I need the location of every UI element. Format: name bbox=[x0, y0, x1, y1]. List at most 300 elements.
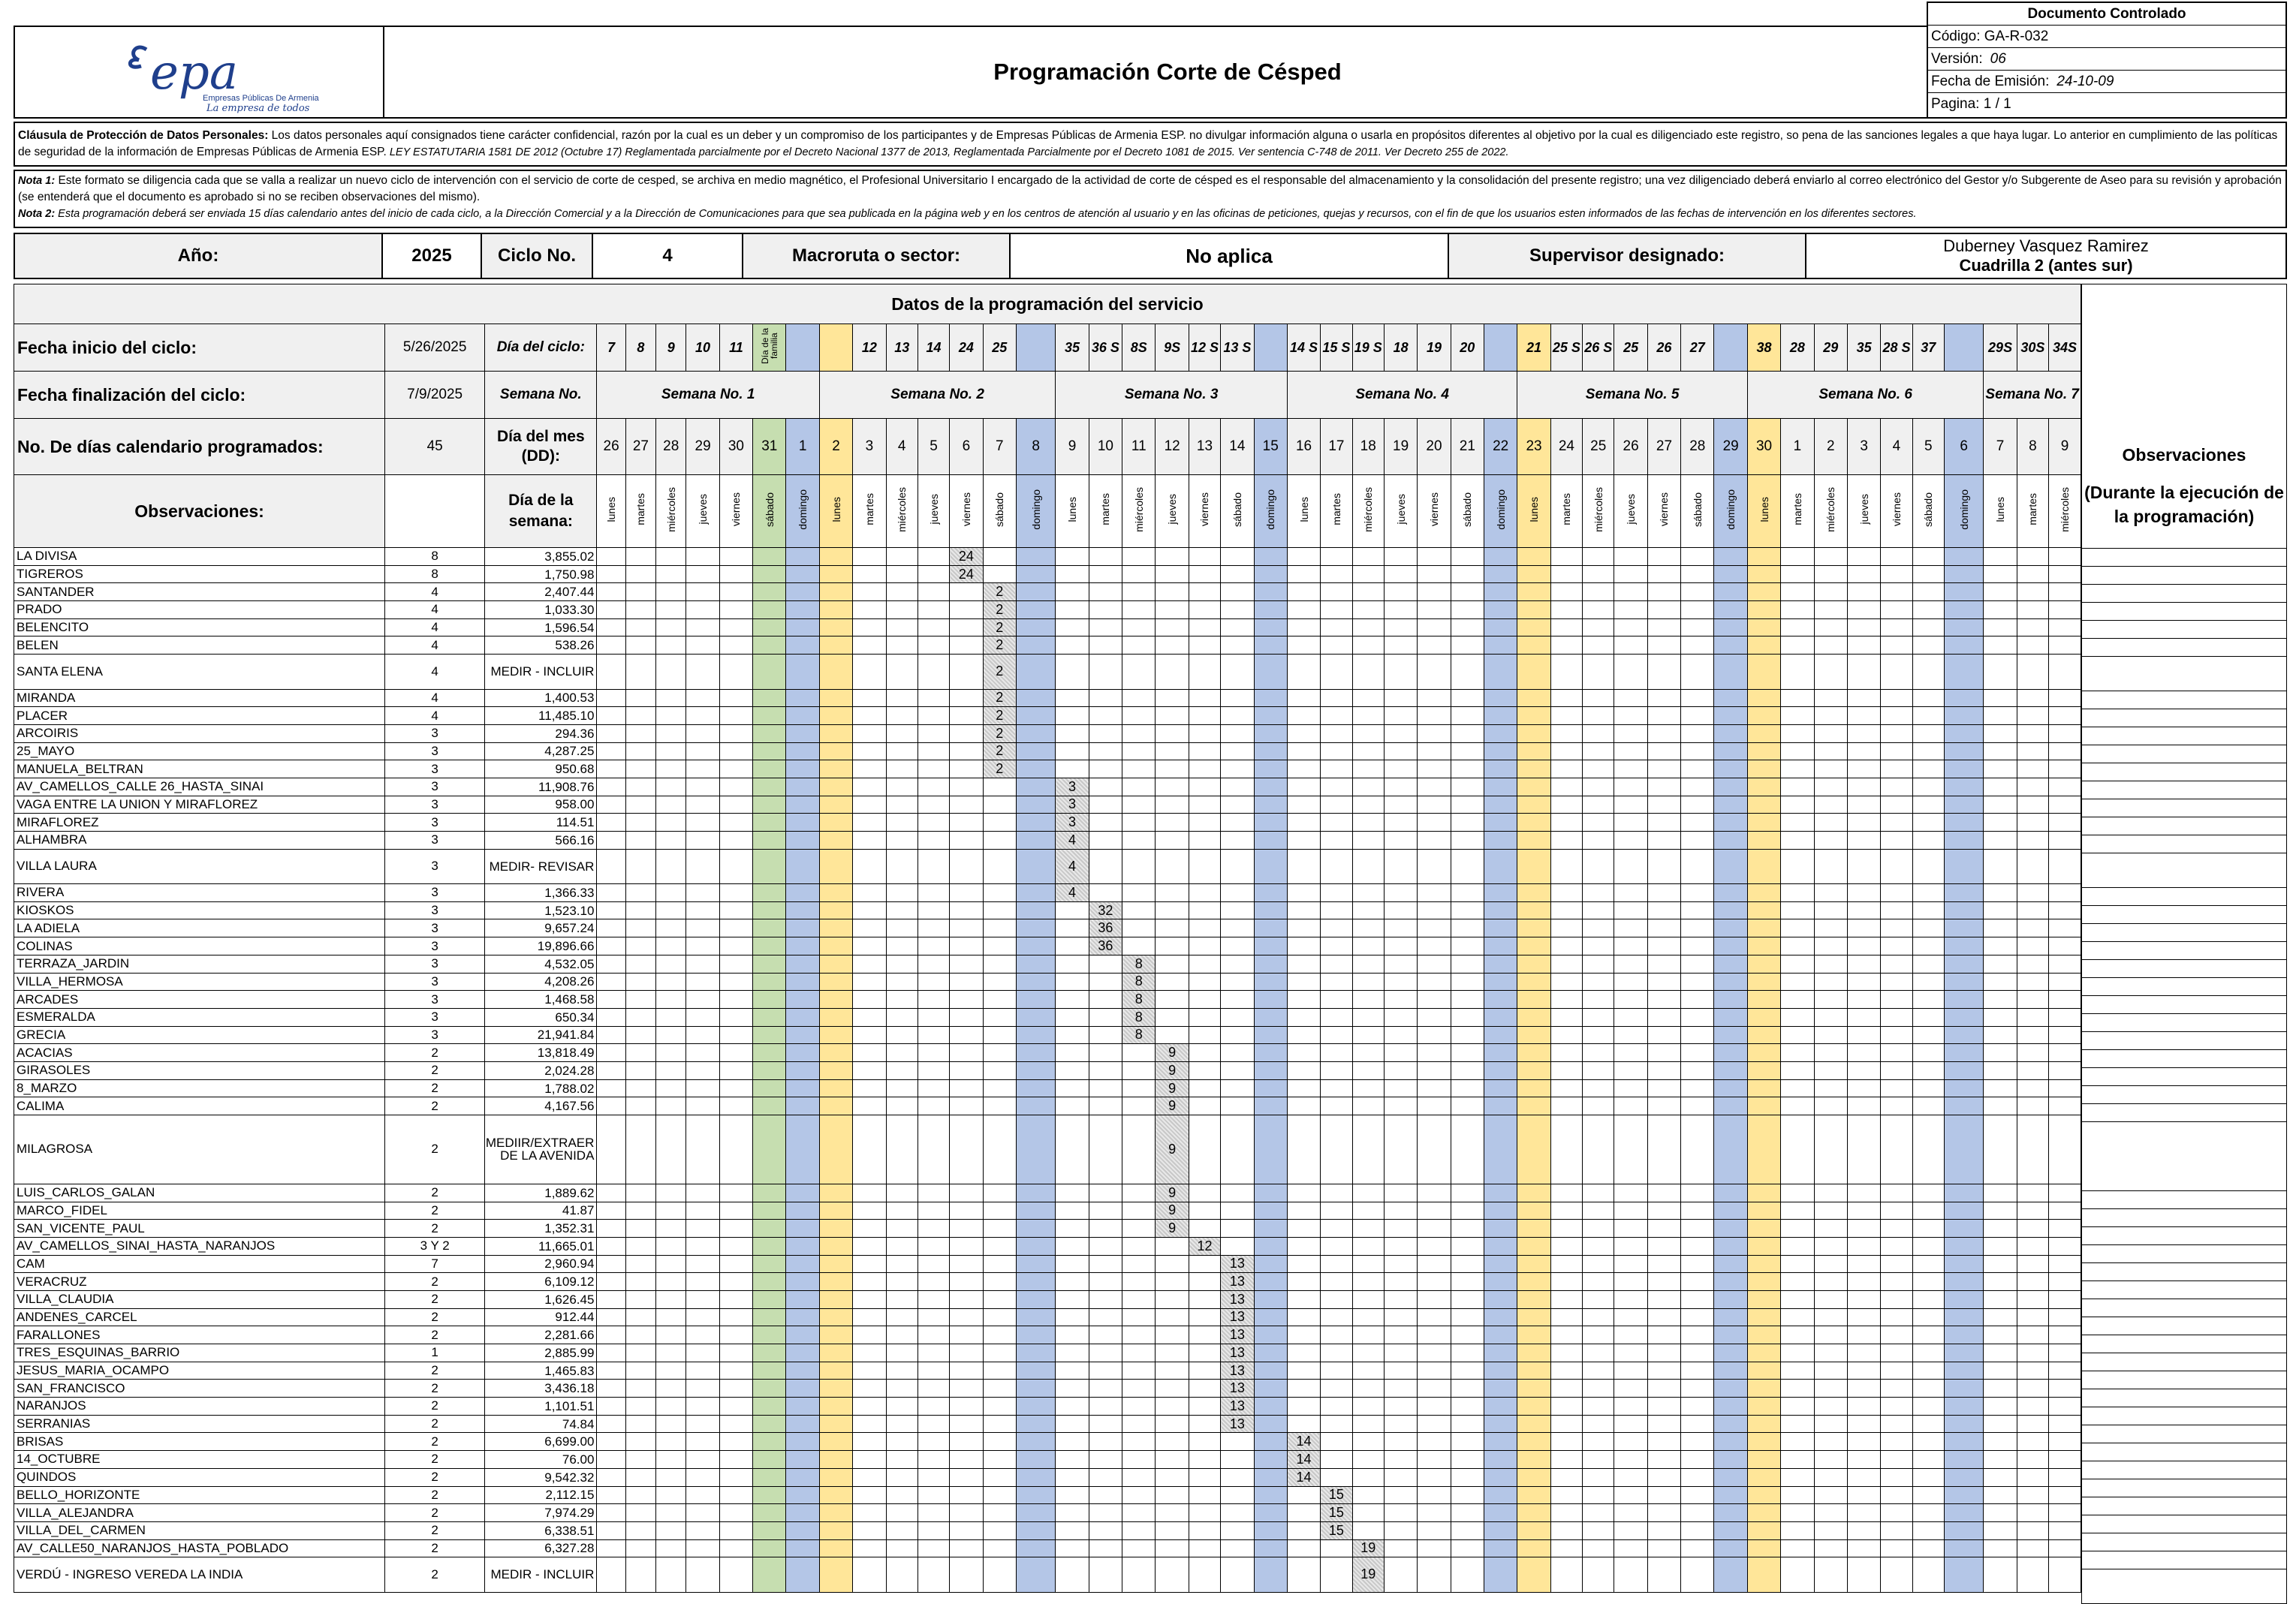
day-cell[interactable] bbox=[625, 1061, 655, 1079]
day-cell[interactable] bbox=[1451, 1061, 1484, 1079]
day-cell[interactable] bbox=[917, 814, 949, 832]
day-cell[interactable] bbox=[656, 1061, 686, 1079]
day-cell[interactable] bbox=[597, 1504, 625, 1522]
day-cell[interactable] bbox=[656, 1026, 686, 1044]
day-cell[interactable] bbox=[1089, 707, 1122, 725]
day-cell[interactable] bbox=[1056, 601, 1089, 619]
day-cell[interactable] bbox=[1451, 724, 1484, 742]
day-cell[interactable] bbox=[1847, 1380, 1880, 1398]
day-cell[interactable] bbox=[1517, 1026, 1550, 1044]
day-cell[interactable] bbox=[853, 636, 886, 655]
day-cell[interactable] bbox=[1484, 1290, 1517, 1308]
day-cell[interactable] bbox=[1714, 884, 1747, 902]
day-cell[interactable] bbox=[1122, 583, 1156, 601]
day-cell[interactable] bbox=[1647, 565, 1680, 583]
day-cell[interactable] bbox=[1287, 1326, 1320, 1344]
day-cell[interactable] bbox=[819, 707, 852, 725]
day-cell[interactable] bbox=[1089, 832, 1122, 850]
day-cell[interactable] bbox=[1550, 1026, 1582, 1044]
day-cell[interactable] bbox=[1647, 724, 1680, 742]
day-cell[interactable] bbox=[2049, 601, 2081, 619]
day-cell[interactable] bbox=[625, 884, 655, 902]
day-cell[interactable] bbox=[1384, 1061, 1417, 1079]
day-cell[interactable] bbox=[853, 1202, 886, 1220]
day-cell[interactable] bbox=[1156, 1504, 1189, 1522]
day-cell[interactable] bbox=[786, 655, 819, 689]
day-cell[interactable] bbox=[1418, 1237, 1451, 1255]
day-cell[interactable] bbox=[786, 1290, 819, 1308]
day-cell[interactable] bbox=[597, 1184, 625, 1202]
day-cell[interactable] bbox=[625, 901, 655, 919]
day-cell[interactable] bbox=[1781, 583, 1814, 601]
day-cell[interactable] bbox=[2017, 991, 2048, 1009]
day-cell[interactable] bbox=[1321, 742, 1352, 760]
day-cell[interactable] bbox=[1156, 724, 1189, 742]
day-cell[interactable] bbox=[2049, 919, 2081, 937]
day-cell[interactable] bbox=[1984, 849, 2017, 883]
day-cell[interactable] bbox=[1122, 707, 1156, 725]
day-cell[interactable] bbox=[1681, 919, 1714, 937]
day-cell[interactable] bbox=[1781, 1486, 1814, 1504]
day-cell[interactable] bbox=[686, 601, 719, 619]
day-cell[interactable] bbox=[1614, 991, 1647, 1009]
day-cell[interactable] bbox=[2049, 1326, 2081, 1344]
day-cell[interactable] bbox=[1517, 618, 1550, 636]
day-cell[interactable] bbox=[1847, 1290, 1880, 1308]
day-cell[interactable] bbox=[1484, 760, 1517, 778]
day-cell[interactable] bbox=[1517, 1237, 1550, 1255]
day-cell[interactable] bbox=[917, 1344, 949, 1362]
day-cell[interactable] bbox=[950, 849, 983, 883]
day-cell[interactable] bbox=[1714, 1255, 1747, 1273]
day-cell[interactable] bbox=[1912, 1539, 1944, 1557]
day-cell[interactable] bbox=[1122, 1557, 1156, 1592]
day-cell[interactable] bbox=[1189, 991, 1220, 1009]
day-cell[interactable] bbox=[656, 832, 686, 850]
day-cell[interactable] bbox=[1189, 1521, 1220, 1539]
day-cell[interactable] bbox=[1254, 1557, 1287, 1592]
day-cell[interactable] bbox=[1189, 1557, 1220, 1592]
day-cell[interactable] bbox=[1984, 707, 2017, 725]
day-cell[interactable] bbox=[1747, 1539, 1780, 1557]
day-cell[interactable] bbox=[1681, 1044, 1714, 1062]
day-cell[interactable] bbox=[1221, 742, 1254, 760]
day-cell[interactable] bbox=[786, 1415, 819, 1433]
day-cell[interactable] bbox=[1451, 742, 1484, 760]
day-cell[interactable] bbox=[1944, 1290, 1983, 1308]
day-cell[interactable] bbox=[917, 1115, 949, 1184]
day-cell[interactable] bbox=[1484, 583, 1517, 601]
day-cell[interactable] bbox=[2049, 1380, 2081, 1398]
day-cell[interactable] bbox=[1484, 1220, 1517, 1238]
day-cell[interactable] bbox=[1781, 1415, 1814, 1433]
day-cell[interactable] bbox=[1984, 636, 2017, 655]
day-cell[interactable] bbox=[1912, 724, 1944, 742]
day-cell[interactable] bbox=[1321, 814, 1352, 832]
day-cell[interactable] bbox=[1484, 1202, 1517, 1220]
day-cell[interactable] bbox=[1221, 778, 1254, 796]
day-cell[interactable] bbox=[1156, 1308, 1189, 1326]
day-cell[interactable] bbox=[1089, 1290, 1122, 1308]
day-cell[interactable] bbox=[786, 707, 819, 725]
day-cell[interactable] bbox=[1781, 796, 1814, 814]
day-cell[interactable] bbox=[1714, 655, 1747, 689]
day-cell[interactable] bbox=[1550, 1273, 1582, 1291]
day-cell[interactable] bbox=[1418, 1255, 1451, 1273]
scheduled-cell[interactable]: 8 bbox=[1122, 1008, 1156, 1026]
day-cell[interactable] bbox=[1781, 973, 1814, 991]
day-cell[interactable] bbox=[1016, 1344, 1055, 1362]
day-cell[interactable] bbox=[1384, 1486, 1417, 1504]
scheduled-cell[interactable]: 13 bbox=[1221, 1326, 1254, 1344]
day-cell[interactable] bbox=[1384, 937, 1417, 955]
day-cell[interactable] bbox=[1583, 1433, 1614, 1451]
day-cell[interactable] bbox=[1847, 1115, 1880, 1184]
day-cell[interactable] bbox=[1747, 1044, 1780, 1062]
day-cell[interactable] bbox=[853, 548, 886, 566]
day-cell[interactable] bbox=[2049, 1398, 2081, 1416]
day-cell[interactable] bbox=[1781, 1273, 1814, 1291]
day-cell[interactable] bbox=[1681, 955, 1714, 973]
observation-cell[interactable] bbox=[2082, 1103, 2286, 1121]
day-cell[interactable] bbox=[1287, 1026, 1320, 1044]
day-cell[interactable] bbox=[1517, 601, 1550, 619]
day-cell[interactable] bbox=[1614, 760, 1647, 778]
day-cell[interactable] bbox=[1156, 636, 1189, 655]
day-cell[interactable] bbox=[1781, 955, 1814, 973]
observation-cell[interactable] bbox=[2082, 584, 2286, 602]
day-cell[interactable] bbox=[950, 973, 983, 991]
day-cell[interactable] bbox=[1681, 689, 1714, 707]
day-cell[interactable] bbox=[1352, 636, 1384, 655]
day-cell[interactable] bbox=[686, 901, 719, 919]
day-cell[interactable] bbox=[983, 1202, 1016, 1220]
day-cell[interactable] bbox=[1016, 601, 1055, 619]
day-cell[interactable] bbox=[819, 689, 852, 707]
day-cell[interactable] bbox=[1714, 618, 1747, 636]
day-cell[interactable] bbox=[1912, 548, 1944, 566]
day-cell[interactable] bbox=[1287, 796, 1320, 814]
day-cell[interactable] bbox=[686, 1220, 719, 1238]
day-cell[interactable] bbox=[1418, 1220, 1451, 1238]
day-cell[interactable] bbox=[1814, 760, 1847, 778]
day-cell[interactable] bbox=[1221, 1504, 1254, 1522]
day-cell[interactable] bbox=[1517, 1255, 1550, 1273]
day-cell[interactable] bbox=[1984, 1202, 2017, 1220]
day-cell[interactable] bbox=[1089, 742, 1122, 760]
day-cell[interactable] bbox=[1254, 583, 1287, 601]
scheduled-cell[interactable]: 2 bbox=[983, 655, 1016, 689]
day-cell[interactable] bbox=[1912, 742, 1944, 760]
observation-cell[interactable] bbox=[2082, 1317, 2286, 1335]
scheduled-cell[interactable]: 13 bbox=[1221, 1362, 1254, 1380]
day-cell[interactable] bbox=[1647, 1044, 1680, 1062]
day-cell[interactable] bbox=[1747, 1115, 1780, 1184]
day-cell[interactable] bbox=[1484, 1308, 1517, 1326]
day-cell[interactable] bbox=[1189, 1326, 1220, 1344]
day-cell[interactable] bbox=[1681, 1380, 1714, 1398]
day-cell[interactable] bbox=[719, 689, 752, 707]
day-cell[interactable] bbox=[886, 724, 917, 742]
day-cell[interactable] bbox=[1912, 991, 1944, 1009]
day-cell[interactable] bbox=[1384, 1539, 1417, 1557]
day-cell[interactable] bbox=[1814, 849, 1847, 883]
day-cell[interactable] bbox=[1814, 1237, 1847, 1255]
day-cell[interactable] bbox=[1944, 1433, 1983, 1451]
day-cell[interactable] bbox=[1614, 655, 1647, 689]
day-cell[interactable] bbox=[1881, 583, 1912, 601]
scheduled-cell[interactable]: 8 bbox=[1122, 991, 1156, 1009]
day-cell[interactable] bbox=[2017, 742, 2048, 760]
day-cell[interactable] bbox=[1781, 724, 1814, 742]
day-cell[interactable] bbox=[1189, 1202, 1220, 1220]
day-cell[interactable] bbox=[597, 1468, 625, 1486]
day-cell[interactable] bbox=[1122, 1044, 1156, 1062]
day-cell[interactable] bbox=[1814, 1079, 1847, 1097]
day-cell[interactable] bbox=[1714, 1044, 1747, 1062]
day-cell[interactable] bbox=[983, 1326, 1016, 1344]
day-cell[interactable] bbox=[1418, 548, 1451, 566]
day-cell[interactable] bbox=[625, 636, 655, 655]
day-cell[interactable] bbox=[1254, 707, 1287, 725]
day-cell[interactable] bbox=[1583, 849, 1614, 883]
day-cell[interactable] bbox=[1714, 1079, 1747, 1097]
day-cell[interactable] bbox=[1550, 1220, 1582, 1238]
day-cell[interactable] bbox=[819, 1362, 852, 1380]
day-cell[interactable] bbox=[2017, 1202, 2048, 1220]
day-cell[interactable] bbox=[1254, 1220, 1287, 1238]
day-cell[interactable] bbox=[1254, 778, 1287, 796]
day-cell[interactable] bbox=[1517, 849, 1550, 883]
day-cell[interactable] bbox=[1384, 707, 1417, 725]
day-cell[interactable] bbox=[597, 707, 625, 725]
day-cell[interactable] bbox=[1254, 1097, 1287, 1115]
day-cell[interactable] bbox=[1484, 1451, 1517, 1469]
day-cell[interactable] bbox=[625, 1557, 655, 1592]
day-cell[interactable] bbox=[686, 760, 719, 778]
day-cell[interactable] bbox=[1321, 778, 1352, 796]
day-cell[interactable] bbox=[1517, 1433, 1550, 1451]
day-cell[interactable] bbox=[819, 991, 852, 1009]
day-cell[interactable] bbox=[950, 1415, 983, 1433]
day-cell[interactable] bbox=[853, 1468, 886, 1486]
day-cell[interactable] bbox=[1781, 832, 1814, 850]
day-cell[interactable] bbox=[1352, 1273, 1384, 1291]
day-cell[interactable] bbox=[1321, 601, 1352, 619]
day-cell[interactable] bbox=[1517, 742, 1550, 760]
day-cell[interactable] bbox=[719, 1026, 752, 1044]
day-cell[interactable] bbox=[819, 1451, 852, 1469]
day-cell[interactable] bbox=[1517, 832, 1550, 850]
day-cell[interactable] bbox=[1321, 832, 1352, 850]
day-cell[interactable] bbox=[1984, 1521, 2017, 1539]
day-cell[interactable] bbox=[656, 919, 686, 937]
day-cell[interactable] bbox=[917, 1539, 949, 1557]
day-cell[interactable] bbox=[1418, 814, 1451, 832]
day-cell[interactable] bbox=[2017, 973, 2048, 991]
day-cell[interactable] bbox=[1517, 814, 1550, 832]
day-cell[interactable] bbox=[917, 937, 949, 955]
day-cell[interactable] bbox=[1847, 618, 1880, 636]
day-cell[interactable] bbox=[1944, 1220, 1983, 1238]
day-cell[interactable] bbox=[1484, 1255, 1517, 1273]
day-cell[interactable] bbox=[1614, 601, 1647, 619]
day-cell[interactable] bbox=[1418, 1486, 1451, 1504]
day-cell[interactable] bbox=[686, 689, 719, 707]
day-cell[interactable] bbox=[1881, 814, 1912, 832]
day-cell[interactable] bbox=[1912, 832, 1944, 850]
day-cell[interactable] bbox=[753, 1079, 786, 1097]
day-cell[interactable] bbox=[625, 1504, 655, 1522]
day-cell[interactable] bbox=[1647, 601, 1680, 619]
day-cell[interactable] bbox=[1089, 724, 1122, 742]
day-cell[interactable] bbox=[686, 1415, 719, 1433]
day-cell[interactable] bbox=[1122, 778, 1156, 796]
day-cell[interactable] bbox=[1517, 1557, 1550, 1592]
day-cell[interactable] bbox=[1189, 1290, 1220, 1308]
day-cell[interactable] bbox=[1814, 636, 1847, 655]
day-cell[interactable] bbox=[1451, 991, 1484, 1009]
day-cell[interactable] bbox=[719, 832, 752, 850]
day-cell[interactable] bbox=[1156, 955, 1189, 973]
day-cell[interactable] bbox=[1714, 832, 1747, 850]
day-cell[interactable] bbox=[1254, 636, 1287, 655]
day-cell[interactable] bbox=[1847, 601, 1880, 619]
day-cell[interactable] bbox=[1912, 1398, 1944, 1416]
day-cell[interactable] bbox=[1451, 1433, 1484, 1451]
day-cell[interactable] bbox=[1681, 796, 1714, 814]
day-cell[interactable] bbox=[917, 1255, 949, 1273]
day-cell[interactable] bbox=[1781, 901, 1814, 919]
day-cell[interactable] bbox=[950, 937, 983, 955]
observation-cell[interactable] bbox=[2082, 1515, 2286, 1533]
day-cell[interactable] bbox=[656, 1326, 686, 1344]
day-cell[interactable] bbox=[1056, 1415, 1089, 1433]
day-cell[interactable] bbox=[1189, 655, 1220, 689]
day-cell[interactable] bbox=[1747, 955, 1780, 973]
day-cell[interactable] bbox=[1352, 796, 1384, 814]
day-cell[interactable] bbox=[1016, 814, 1055, 832]
day-cell[interactable] bbox=[1681, 814, 1714, 832]
scheduled-cell[interactable]: 9 bbox=[1156, 1220, 1189, 1238]
day-cell[interactable] bbox=[786, 1115, 819, 1184]
day-cell[interactable] bbox=[656, 1398, 686, 1416]
day-cell[interactable] bbox=[1287, 742, 1320, 760]
day-cell[interactable] bbox=[1614, 1061, 1647, 1079]
day-cell[interactable] bbox=[2017, 636, 2048, 655]
day-cell[interactable] bbox=[1747, 655, 1780, 689]
day-cell[interactable] bbox=[886, 1504, 917, 1522]
day-cell[interactable] bbox=[1550, 1504, 1582, 1522]
scheduled-cell[interactable]: 13 bbox=[1221, 1344, 1254, 1362]
day-cell[interactable] bbox=[625, 1308, 655, 1326]
day-cell[interactable] bbox=[1681, 1220, 1714, 1238]
day-cell[interactable] bbox=[1287, 601, 1320, 619]
day-cell[interactable] bbox=[1912, 1220, 1944, 1238]
day-cell[interactable] bbox=[1647, 1557, 1680, 1592]
day-cell[interactable] bbox=[1647, 760, 1680, 778]
day-cell[interactable] bbox=[2049, 724, 2081, 742]
day-cell[interactable] bbox=[1944, 973, 1983, 991]
day-cell[interactable] bbox=[1056, 1308, 1089, 1326]
day-cell[interactable] bbox=[719, 760, 752, 778]
day-cell[interactable] bbox=[1254, 1115, 1287, 1184]
observation-cell[interactable] bbox=[2082, 1067, 2286, 1085]
day-cell[interactable] bbox=[886, 991, 917, 1009]
day-cell[interactable] bbox=[2017, 618, 2048, 636]
day-cell[interactable] bbox=[950, 1539, 983, 1557]
day-cell[interactable] bbox=[1156, 601, 1189, 619]
day-cell[interactable] bbox=[819, 1380, 852, 1398]
day-cell[interactable] bbox=[1647, 707, 1680, 725]
day-cell[interactable] bbox=[1384, 1237, 1417, 1255]
day-cell[interactable] bbox=[1122, 689, 1156, 707]
day-cell[interactable] bbox=[719, 1557, 752, 1592]
day-cell[interactable] bbox=[1221, 1202, 1254, 1220]
day-cell[interactable] bbox=[1781, 1539, 1814, 1557]
day-cell[interactable] bbox=[1254, 1079, 1287, 1097]
day-cell[interactable] bbox=[719, 814, 752, 832]
day-cell[interactable] bbox=[1156, 742, 1189, 760]
day-cell[interactable] bbox=[1352, 1290, 1384, 1308]
day-cell[interactable] bbox=[753, 1202, 786, 1220]
day-cell[interactable] bbox=[786, 742, 819, 760]
day-cell[interactable] bbox=[1089, 1451, 1122, 1469]
day-cell[interactable] bbox=[597, 849, 625, 883]
day-cell[interactable] bbox=[1156, 760, 1189, 778]
day-cell[interactable] bbox=[1384, 991, 1417, 1009]
day-cell[interactable] bbox=[1912, 1097, 1944, 1115]
observation-cell[interactable] bbox=[2082, 1569, 2286, 1603]
day-cell[interactable] bbox=[786, 884, 819, 902]
day-cell[interactable] bbox=[853, 689, 886, 707]
day-cell[interactable] bbox=[1122, 1451, 1156, 1469]
day-cell[interactable] bbox=[597, 1255, 625, 1273]
day-cell[interactable] bbox=[1056, 1184, 1089, 1202]
day-cell[interactable] bbox=[656, 1079, 686, 1097]
day-cell[interactable] bbox=[1254, 742, 1287, 760]
day-cell[interactable] bbox=[1451, 1255, 1484, 1273]
day-cell[interactable] bbox=[1156, 1398, 1189, 1416]
day-cell[interactable] bbox=[1912, 955, 1944, 973]
day-cell[interactable] bbox=[1583, 901, 1614, 919]
day-cell[interactable] bbox=[2017, 1521, 2048, 1539]
day-cell[interactable] bbox=[1944, 1362, 1983, 1380]
day-cell[interactable] bbox=[1384, 548, 1417, 566]
day-cell[interactable] bbox=[719, 655, 752, 689]
day-cell[interactable] bbox=[1681, 937, 1714, 955]
day-cell[interactable] bbox=[2017, 1539, 2048, 1557]
day-cell[interactable] bbox=[1418, 901, 1451, 919]
day-cell[interactable] bbox=[1550, 1380, 1582, 1398]
scheduled-cell[interactable]: 15 bbox=[1321, 1504, 1352, 1522]
day-cell[interactable] bbox=[1451, 760, 1484, 778]
day-cell[interactable] bbox=[686, 1308, 719, 1326]
day-cell[interactable] bbox=[1814, 1115, 1847, 1184]
day-cell[interactable] bbox=[1881, 937, 1912, 955]
day-cell[interactable] bbox=[1550, 1362, 1582, 1380]
day-cell[interactable] bbox=[1583, 655, 1614, 689]
day-cell[interactable] bbox=[625, 565, 655, 583]
day-cell[interactable] bbox=[1881, 1079, 1912, 1097]
day-cell[interactable] bbox=[1189, 1344, 1220, 1362]
day-cell[interactable] bbox=[1944, 601, 1983, 619]
day-cell[interactable] bbox=[1781, 1326, 1814, 1344]
day-cell[interactable] bbox=[1781, 1220, 1814, 1238]
day-cell[interactable] bbox=[1847, 796, 1880, 814]
day-cell[interactable] bbox=[1484, 1380, 1517, 1398]
day-cell[interactable] bbox=[1681, 707, 1714, 725]
